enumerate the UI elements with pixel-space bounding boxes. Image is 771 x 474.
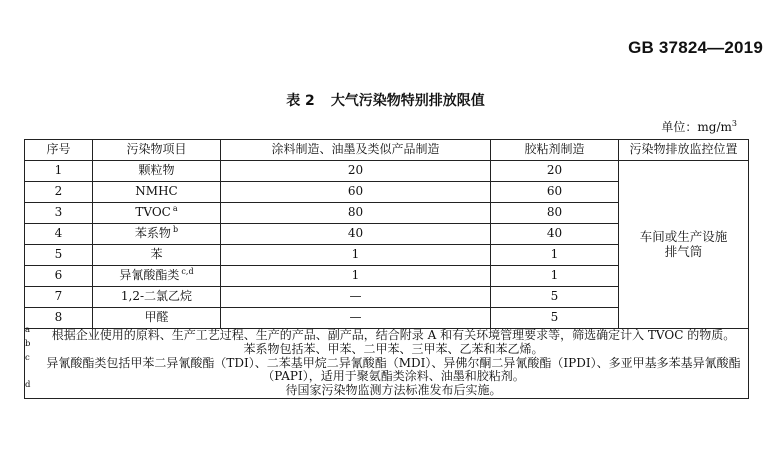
note-a: [25, 325, 748, 343]
note-text: 根据企业使用的原料、生产工艺过程、生产的产品、副产品，结合附录 A 和有关环境管理要求等，筛选确定计入 TVOC 的物质。: [51, 328, 736, 342]
cell-adhesive: 40: [491, 224, 619, 245]
note-marker: c: [25, 352, 30, 363]
cell-adhesive: 80: [491, 203, 619, 224]
cell-paint: 20: [221, 161, 491, 182]
unit-superscript: 3: [731, 119, 737, 128]
cell-paint: 1: [221, 245, 491, 266]
unit-text: 单位：mg/m: [661, 120, 732, 134]
item-name: NMHC: [135, 184, 178, 199]
unit-label: [661, 118, 737, 135]
note-text: 苯系物包括苯、甲苯、二甲苯、三甲苯、乙苯和苯乙烯。: [243, 341, 544, 356]
cell-item: [93, 203, 221, 224]
cell-item: [93, 161, 221, 182]
table-number: 表 2: [286, 93, 315, 109]
cell-paint: 40: [221, 224, 491, 245]
cell-no: 7: [25, 287, 93, 308]
location-line-1: 车间或生产设施: [639, 229, 728, 245]
item-name: TVOC: [135, 205, 171, 220]
table-notes: [25, 325, 749, 399]
item-name: 苯: [150, 247, 163, 262]
cell-item: [93, 287, 221, 308]
note-b: [25, 338, 748, 357]
note-marker: b: [25, 338, 31, 349]
cell-paint: 60: [221, 182, 491, 203]
cell-no: 1: [25, 161, 93, 182]
note-marker: a: [25, 325, 31, 335]
note-text: 待国家污染物监测方法标准发布后实施。: [285, 383, 502, 398]
cell-paint: 80: [221, 203, 491, 224]
footnote-ref: a: [172, 204, 178, 214]
cell-no: 2: [25, 182, 93, 203]
cell-adhesive: 1: [491, 266, 619, 287]
footnote-ref: c,d: [181, 267, 194, 277]
cell-item: [93, 308, 221, 329]
cell-paint: —: [221, 308, 491, 329]
cell-no: 6: [25, 266, 93, 287]
notes-row: [25, 329, 749, 399]
table-header-row: [25, 140, 749, 161]
cell-item: [93, 182, 221, 203]
col-header-location: 污染物排放监控位置: [619, 140, 749, 161]
table-title: [0, 90, 771, 110]
cell-no: 5: [25, 245, 93, 266]
note-c: [25, 352, 748, 385]
cell-paint: —: [221, 287, 491, 308]
cell-no: 8: [25, 308, 93, 329]
cell-item: [93, 245, 221, 266]
location-line-2: 排气筒: [664, 243, 703, 259]
col-header-item: 污染物项目: [93, 140, 221, 161]
cell-adhesive: 5: [491, 287, 619, 308]
cell-adhesive: 5: [491, 308, 619, 329]
cell-no: 4: [25, 224, 93, 245]
note-marker: d: [25, 380, 31, 391]
footnote-ref: b: [172, 225, 179, 235]
col-header-adhesive: 胶粘剂制造: [491, 140, 619, 161]
cell-paint: 1: [221, 266, 491, 287]
cell-item: [93, 224, 221, 245]
note-d: [25, 380, 748, 398]
cell-no: 3: [25, 203, 93, 224]
table-title-text: 大气污染物特别排放限值: [330, 93, 485, 109]
emission-limits-table: [24, 139, 749, 399]
table-row: [25, 161, 749, 182]
cell-monitor-location: [619, 161, 749, 329]
cell-adhesive: 60: [491, 182, 619, 203]
item-name: 1,2-二氯乙烷: [120, 289, 193, 304]
col-header-paint: 涂料制造、油墨及类似产品制造: [221, 140, 491, 161]
note-text: 异氰酸酯类包括甲苯二异氰酸酯（TDI）、二苯基甲烷二异氰酸酯（MDI）、异佛尔酮二异氰酸酯（IPDI）、多亚甲基多苯基异氰酸酯（PAPI），适用于聚氨酯类涂料、油墨和胶粘剂。: [46, 355, 741, 384]
cell-adhesive: 1: [491, 245, 619, 266]
cell-adhesive: 20: [491, 161, 619, 182]
item-name: 异氰酸酯类: [119, 268, 180, 283]
item-name: 甲醛: [144, 310, 169, 325]
standard-code: GB 37824—2019: [628, 38, 763, 57]
col-header-no: 序号: [25, 140, 93, 161]
cell-item: [93, 266, 221, 287]
item-name: 颗粒物: [138, 163, 175, 178]
item-name: 苯系物: [134, 226, 171, 241]
